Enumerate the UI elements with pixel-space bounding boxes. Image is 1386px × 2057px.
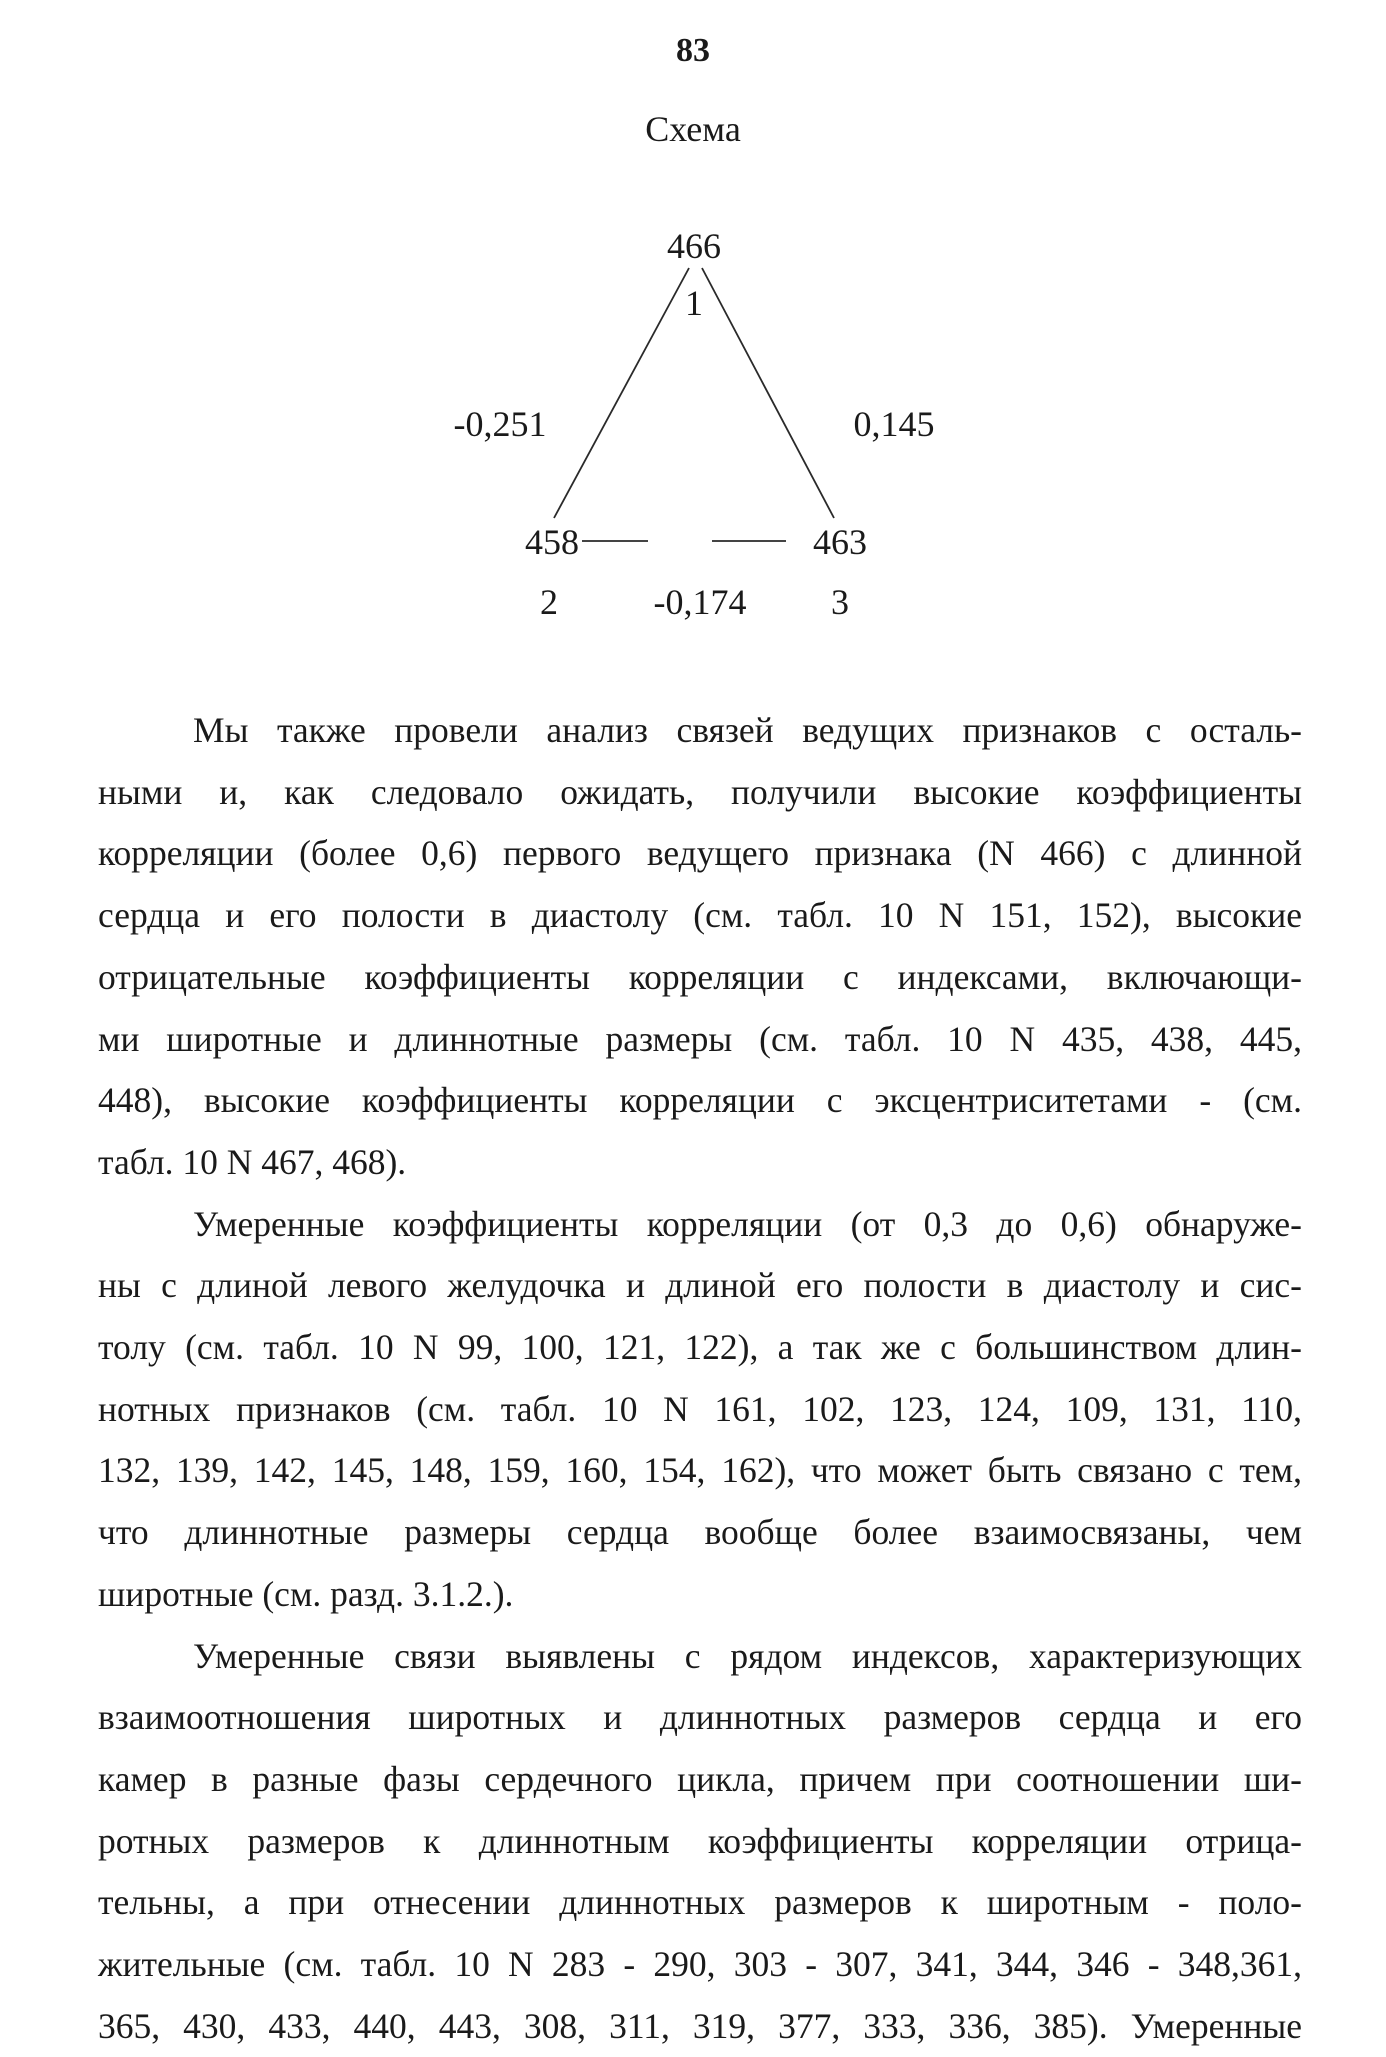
node-top-code: 466 xyxy=(667,226,721,266)
edge-weight-left: -0,251 xyxy=(453,404,547,444)
paragraph-line: 448), высокие коэффициенты корреляции с эксцентриситетами - (см. xyxy=(98,1080,1302,1121)
edge-weight-right: 0,145 xyxy=(853,404,935,444)
paragraph-line: корреляции (более 0,6) первого ведущего признака (N 466) с длинной xyxy=(98,833,1302,874)
body-text xyxy=(98,700,1302,2057)
paragraph-line: нотных признаков (см. табл. 10 N 161, 102, 123, 124, 109, 131, 110, xyxy=(98,1388,1302,1429)
node-left-index: 2 xyxy=(540,582,558,622)
paragraph-line: ми широтные и длиннотные размеры (см. табл. 10 N 435, 438, 445, xyxy=(98,1018,1302,1059)
paragraph-line: сердца и его полости в диастолу (см. табл. 10 N 151, 152), высокие xyxy=(98,895,1302,936)
paragraph-line: ны с длиной левого желудочка и длиной его полости в диастолу и сис- xyxy=(98,1265,1302,1306)
edge-line-right xyxy=(702,268,834,518)
paragraph-line: отрицательные коэффициенты корреляции с индексами, включающи- xyxy=(98,956,1302,997)
paragraph-line: Умеренные коэффициенты корреляции (от 0,3 до 0,6) обнаруже- xyxy=(193,1203,1302,1244)
paragraph-line: что длиннотные размеры сердца вообще более взаимосвязаны, чем xyxy=(98,1512,1302,1553)
paragraph-line: Умеренные связи выявлены с рядом индексов, характеризующих xyxy=(193,1635,1302,1676)
node-left-code: 458 xyxy=(525,522,579,562)
edge-weight-bottom: -0,174 xyxy=(653,582,747,622)
paragraph-line: толу (см. табл. 10 N 99, 100, 121, 122), а так же с большинством длин- xyxy=(98,1327,1302,1368)
paragraph-line: Мы также провели анализ связей ведущих признаков с осталь- xyxy=(193,710,1302,750)
node-right-code: 463 xyxy=(813,522,867,562)
paragraph-line: ротных размеров к длиннотным коэффициенты корреляции отрица- xyxy=(98,1820,1302,1861)
node-right-index: 3 xyxy=(831,582,849,622)
paragraph-1 xyxy=(98,700,1302,1194)
paragraph-line: табл. 10 N 467, 468). xyxy=(98,1141,407,1182)
paragraph-line: жительные (см. табл. 10 N 283 - 290, 303 - 307, 341, 344, 346 - 348,361, xyxy=(98,1944,1302,1985)
paragraph-line: взаимоотношения широтных и длиннотных размеров сердца и его xyxy=(98,1697,1302,1738)
paragraph-line: камер в разные фазы сердечного цикла, причем при соотношении ши- xyxy=(98,1758,1302,1799)
page-number: 83 xyxy=(676,32,710,69)
paragraph-line: 132, 139, 142, 145, 148, 159, 160, 154, 162), что может быть связано с тем, xyxy=(98,1450,1302,1491)
scheme-title: Схема xyxy=(645,109,741,149)
edge-line-left xyxy=(554,268,689,518)
node-top-index: 1 xyxy=(685,283,703,323)
paragraph-line: 365, 430, 433, 440, 443, 308, 311, 319, 377, 333, 336, 385). Умеренные xyxy=(98,2005,1302,2046)
paragraph-line: широтные (см. разд. 3.1.2.). xyxy=(98,1573,514,1614)
correlation-scheme xyxy=(0,0,1386,650)
paragraph-3 xyxy=(98,1626,1302,2057)
paragraph-2 xyxy=(98,1194,1302,1626)
paragraph-line: ными и, как следовало ожидать, получили высокие коэффициенты xyxy=(98,771,1302,812)
paragraph-line: тельны, а при отнесении длиннотных размеров к широтным - поло- xyxy=(98,1882,1302,1923)
